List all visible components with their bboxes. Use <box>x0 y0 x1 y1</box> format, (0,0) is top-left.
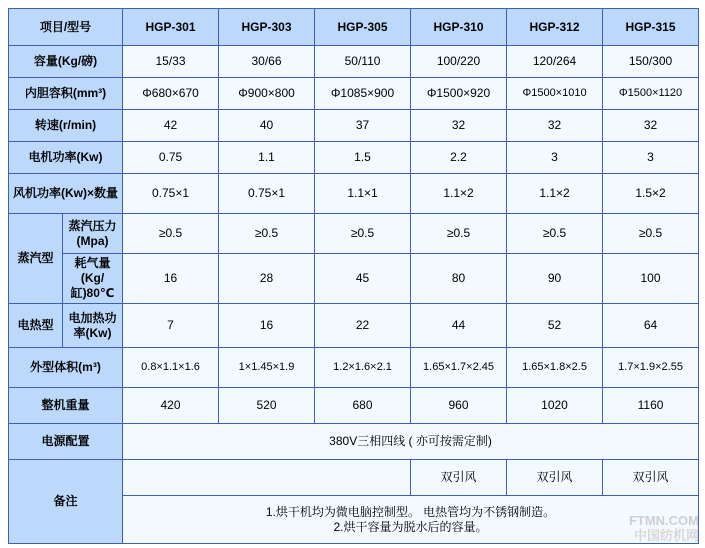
header-row-label: 项目/型号 <box>9 9 123 46</box>
cell-drum-4: Φ1500×920 <box>411 78 507 110</box>
cell-dimensions-2: 1×1.45×1.9 <box>219 348 315 388</box>
table-row <box>9 110 699 142</box>
table-row <box>9 254 699 304</box>
cell-fan-note-1: 双引风 <box>411 460 507 496</box>
cell-capacity-6: 150/300 <box>603 46 699 78</box>
cell-speed-4: 32 <box>411 110 507 142</box>
cell-steam-pressure-5: ≥0.5 <box>507 214 603 254</box>
cell-steam-consumption-3: 45 <box>315 254 411 304</box>
row-label-steam-pressure: 蒸汽压力(Mpa) <box>63 214 123 254</box>
header-model-3: HGP-305 <box>315 9 411 46</box>
remark-note-line-2: 2.烘干容量为脱水后的容量。 <box>333 519 488 534</box>
row-label-remark: 备注 <box>9 460 123 544</box>
cell-remark-blank <box>123 460 411 496</box>
table-row <box>9 78 699 110</box>
cell-weight-5: 1020 <box>507 388 603 424</box>
remark-note-line-1: 1.烘干机均为微电脑控制型。 电热管均为不锈钢制造。 <box>265 504 556 519</box>
cell-weight-6: 1160 <box>603 388 699 424</box>
watermark-line-1: FTMN.COM <box>628 513 699 529</box>
cell-weight-1: 420 <box>123 388 219 424</box>
cell-steam-pressure-1: ≥0.5 <box>123 214 219 254</box>
cell-motor-5: 3 <box>507 142 603 174</box>
cell-power-supply-value: 380V三相四线 ( 亦可按需定制) <box>123 424 699 460</box>
spec-sheet <box>0 8 705 548</box>
row-label-drum-volume: 内胆容积(mm³) <box>9 78 123 110</box>
row-label-dimensions: 外型体积(m³) <box>9 348 123 388</box>
header-model-2: HGP-303 <box>219 9 315 46</box>
cell-motor-6: 3 <box>603 142 699 174</box>
cell-fan-6: 1.5×2 <box>603 174 699 214</box>
table-row <box>9 174 699 214</box>
cell-speed-1: 42 <box>123 110 219 142</box>
cell-steam-pressure-6: ≥0.5 <box>603 214 699 254</box>
cell-dimensions-6: 1.7×1.9×2.55 <box>603 348 699 388</box>
cell-steam-pressure-4: ≥0.5 <box>411 214 507 254</box>
cell-dimensions-4: 1.65×1.7×2.45 <box>411 348 507 388</box>
row-label-capacity: 容量(Kg/磅) <box>9 46 123 78</box>
cell-speed-2: 40 <box>219 110 315 142</box>
group-label-steam <box>9 214 63 304</box>
row-label-speed: 转速(r/min) <box>9 110 123 142</box>
row-label-steam-consumption: 耗气量(Kg/缸)80℃ <box>63 254 123 304</box>
cell-capacity-1: 15/33 <box>123 46 219 78</box>
cell-fan-4: 1.1×2 <box>411 174 507 214</box>
group-label-electric-text: 电热型 <box>17 318 54 332</box>
cell-steam-consumption-2: 28 <box>219 254 315 304</box>
cell-fan-2: 0.75×1 <box>219 174 315 214</box>
group-label-electric <box>9 304 63 348</box>
cell-steam-consumption-1: 16 <box>123 254 219 304</box>
cell-electric-6: 64 <box>603 304 699 348</box>
cell-electric-3: 22 <box>315 304 411 348</box>
cell-fan-3: 1.1×1 <box>315 174 411 214</box>
cell-speed-3: 37 <box>315 110 411 142</box>
header-model-5: HGP-312 <box>507 9 603 46</box>
table-row-remark <box>9 460 699 496</box>
cell-capacity-4: 100/220 <box>411 46 507 78</box>
cell-weight-4: 960 <box>411 388 507 424</box>
table-row <box>9 214 699 254</box>
cell-fan-1: 0.75×1 <box>123 174 219 214</box>
cell-fan-5: 1.1×2 <box>507 174 603 214</box>
table-row <box>9 304 699 348</box>
table-row <box>9 46 699 78</box>
row-label-electric-power: 电加热功率(Kw) <box>63 304 123 348</box>
cell-electric-2: 16 <box>219 304 315 348</box>
group-label-steam-text: 蒸汽型 <box>17 251 54 265</box>
watermark-line-2: 中国纺机网 <box>633 528 699 544</box>
cell-electric-4: 44 <box>411 304 507 348</box>
table-row <box>9 388 699 424</box>
cell-capacity-5: 120/264 <box>507 46 603 78</box>
header-model-6: HGP-315 <box>603 9 699 46</box>
cell-fan-note-2: 双引风 <box>507 460 603 496</box>
cell-steam-consumption-6: 100 <box>603 254 699 304</box>
cell-drum-3: Φ1085×900 <box>315 78 411 110</box>
cell-steam-pressure-2: ≥0.5 <box>219 214 315 254</box>
specification-table <box>8 8 699 544</box>
row-label-motor-power: 电机功率(Kw) <box>9 142 123 174</box>
cell-capacity-2: 30/66 <box>219 46 315 78</box>
row-label-weight: 整机重量 <box>9 388 123 424</box>
cell-motor-4: 2.2 <box>411 142 507 174</box>
cell-motor-1: 0.75 <box>123 142 219 174</box>
cell-drum-2: Φ900×800 <box>219 78 315 110</box>
cell-fan-note-3: 双引风 <box>603 460 699 496</box>
cell-motor-2: 1.1 <box>219 142 315 174</box>
cell-dimensions-3: 1.2×1.6×2.1 <box>315 348 411 388</box>
cell-steam-consumption-4: 80 <box>411 254 507 304</box>
cell-weight-2: 520 <box>219 388 315 424</box>
cell-steam-pressure-3: ≥0.5 <box>315 214 411 254</box>
row-label-power-supply: 电源配置 <box>9 424 123 460</box>
table-row <box>9 348 699 388</box>
table-row <box>9 424 699 460</box>
cell-capacity-3: 50/110 <box>315 46 411 78</box>
cell-electric-5: 52 <box>507 304 603 348</box>
cell-speed-5: 32 <box>507 110 603 142</box>
cell-drum-5: Φ1500×1010 <box>507 78 603 110</box>
cell-electric-1: 7 <box>123 304 219 348</box>
row-label-fan-power: 风机功率(Kw)×数量 <box>9 174 123 214</box>
header-model-1: HGP-301 <box>123 9 219 46</box>
table-header-row <box>9 9 699 46</box>
cell-dimensions-5: 1.65×1.8×2.5 <box>507 348 603 388</box>
cell-motor-3: 1.5 <box>315 142 411 174</box>
cell-drum-6: Φ1500×1120 <box>603 78 699 110</box>
cell-dimensions-1: 0.8×1.1×1.6 <box>123 348 219 388</box>
cell-drum-1: Φ680×670 <box>123 78 219 110</box>
cell-weight-3: 680 <box>315 388 411 424</box>
cell-steam-consumption-5: 90 <box>507 254 603 304</box>
header-model-4: HGP-310 <box>411 9 507 46</box>
cell-speed-6: 32 <box>603 110 699 142</box>
table-row <box>9 142 699 174</box>
remark-notes <box>123 496 699 544</box>
